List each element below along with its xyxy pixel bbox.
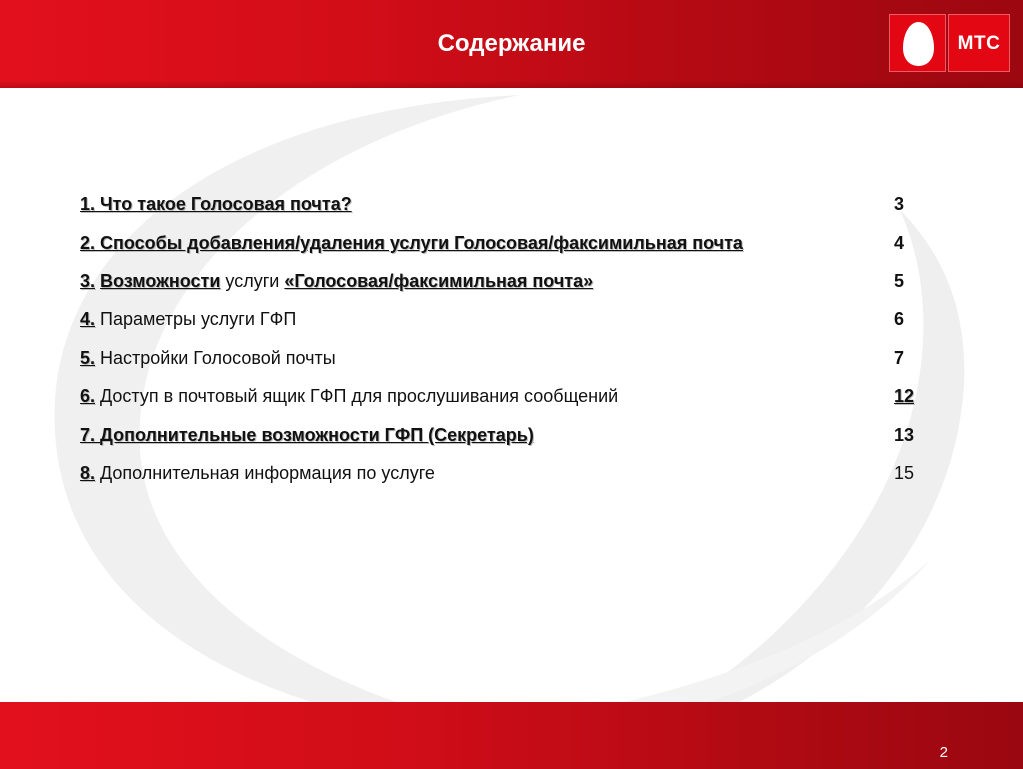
footer-bar — [0, 702, 1023, 769]
toc-page-number: 4 — [894, 233, 905, 253]
toc-page-number: 7 — [894, 348, 905, 368]
toc-item-2[interactable] — [80, 232, 940, 256]
toc-item-text[interactable] — [80, 347, 336, 369]
toc-number: 8. — [80, 463, 96, 483]
toc-page-number: 3 — [894, 194, 905, 214]
toc-number: 6. — [80, 386, 96, 406]
toc-item-1[interactable] — [80, 193, 940, 217]
toc-title: услуги — [225, 271, 280, 291]
toc-title: Дополнительные возможности ГФП (Секретарь) — [100, 425, 534, 445]
toc-number: 3. — [80, 271, 96, 291]
toc-page-number: 13 — [894, 425, 915, 445]
toc-item-text[interactable] — [80, 232, 743, 254]
toc-item-7[interactable] — [80, 424, 940, 448]
toc-item-4[interactable] — [80, 308, 940, 332]
logo-text: МТС — [948, 14, 1010, 72]
toc-number: 1. — [80, 194, 96, 214]
toc-item-text[interactable] — [80, 193, 352, 215]
toc-number: 7. — [80, 425, 96, 445]
toc-number: 2. — [80, 233, 96, 253]
toc-item-text[interactable] — [80, 385, 618, 407]
toc-item-5[interactable] — [80, 347, 940, 371]
toc-page-number: 12 — [894, 386, 915, 406]
toc-page-number: 15 — [894, 463, 915, 483]
toc-number: 4. — [80, 309, 96, 329]
toc-title-bold-2: «Голосовая/факсимильная почта» — [284, 271, 594, 291]
toc-title: Дополнительная информация по услуге — [100, 463, 435, 483]
toc-item-6[interactable] — [80, 385, 940, 409]
toc-title: Что такое Голосовая почта? — [100, 194, 352, 214]
toc-title: Параметры услуги ГФП — [100, 309, 297, 329]
toc-title: Способы добавления/удаления услуги Голосовая/факсимильная почта — [100, 233, 743, 253]
toc-page-number: 5 — [894, 271, 905, 291]
toc-item-text[interactable] — [80, 308, 296, 330]
toc-title: Доступ в почтовый ящик ГФП для прослушивания сообщений — [100, 386, 619, 406]
toc-number: 5. — [80, 348, 96, 368]
toc-item-text[interactable] — [80, 270, 593, 292]
page-title: Содержание — [437, 30, 586, 57]
slide-number: 2 — [939, 744, 948, 761]
toc-page-number: 6 — [894, 309, 905, 329]
toc-item-8[interactable] — [80, 462, 940, 486]
toc-item-text[interactable] — [80, 462, 435, 484]
toc-title: Настройки Голосовой почты — [100, 348, 336, 368]
toc-item-text[interactable] — [80, 424, 534, 446]
toc-title-bold: Возможности — [100, 271, 221, 291]
toc-item-3[interactable] — [80, 270, 940, 294]
